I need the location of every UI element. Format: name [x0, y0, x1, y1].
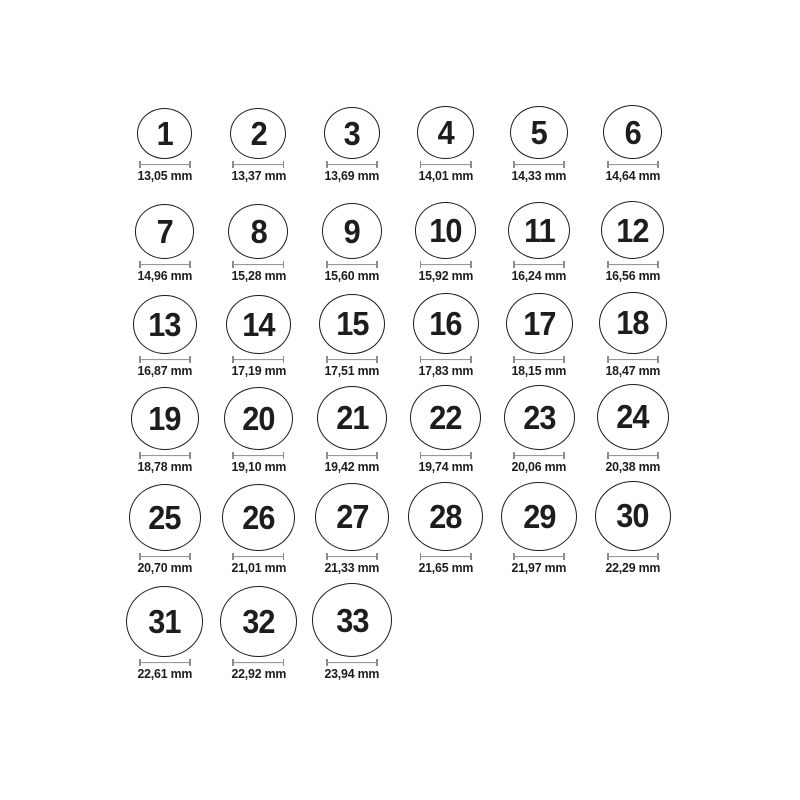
ring-size-cell — [118, 204, 212, 282]
ring-circle — [408, 482, 483, 551]
ring-number: 28 — [429, 498, 462, 536]
diameter-label: 18,15 mm — [511, 363, 567, 378]
ring-number: 5 — [531, 113, 548, 151]
diameter-label: 18,78 mm — [137, 459, 193, 474]
ring-size-cell — [399, 202, 493, 282]
ring-circle — [415, 202, 477, 259]
ring-number: 12 — [616, 211, 649, 249]
diameter-label: 17,19 mm — [230, 363, 286, 378]
diameter-label: 21,65 mm — [418, 560, 473, 575]
ring-number: 7 — [156, 213, 173, 251]
ring-size-cell — [305, 483, 399, 574]
ring-circle — [131, 387, 199, 450]
ring-number: 30 — [616, 497, 649, 535]
ring-number: 19 — [148, 400, 181, 438]
ring-size-cell — [492, 293, 586, 377]
ring-size-cell — [118, 586, 212, 680]
diameter-label: 21,97 mm — [511, 560, 567, 575]
diameter-dimension-line — [513, 356, 565, 363]
diameter-dimension-line — [139, 161, 191, 168]
ring-number: 23 — [523, 398, 556, 436]
diameter-dimension-line — [513, 261, 565, 268]
ring-size-cell — [212, 484, 306, 575]
ring-circle — [599, 292, 667, 354]
ring-number: 27 — [335, 498, 369, 536]
ring-circle — [315, 483, 389, 551]
diameter-dimension-line — [139, 261, 191, 268]
ring-size-cell — [118, 387, 212, 473]
diameter-label: 15,92 mm — [418, 268, 473, 283]
diameter-dimension-line — [326, 659, 378, 666]
diameter-label: 13,05 mm — [137, 168, 193, 183]
diameter-dimension-line — [513, 452, 565, 459]
diameter-label: 16,24 mm — [511, 268, 567, 283]
diameter-label: 17,83 mm — [418, 363, 473, 378]
diameter-dimension-line — [420, 553, 472, 560]
diameter-label: 14,01 mm — [418, 168, 473, 183]
diameter-dimension-line — [607, 452, 659, 459]
diameter-dimension-line — [232, 553, 284, 560]
ring-number: 29 — [523, 497, 556, 535]
ring-circle — [222, 484, 295, 552]
ring-number: 16 — [429, 305, 462, 343]
diameter-dimension-line — [326, 161, 378, 168]
ring-circle — [595, 481, 671, 551]
ring-size-cell — [212, 295, 306, 377]
ring-size-cell — [212, 204, 306, 282]
ring-number: 10 — [429, 212, 462, 250]
ring-circle — [510, 106, 568, 159]
diameter-label: 22,29 mm — [605, 560, 661, 575]
ring-row — [118, 0, 684, 182]
ring-number: 11 — [523, 211, 555, 249]
ring-size-cell — [212, 108, 306, 182]
diameter-dimension-line — [607, 261, 659, 268]
ring-number: 2 — [250, 114, 267, 152]
ring-size-cell — [492, 385, 586, 473]
ring-number: 31 — [148, 603, 181, 641]
diameter-dimension-line — [232, 261, 284, 268]
diameter-label: 20,70 mm — [137, 560, 193, 575]
ring-size-cell — [305, 203, 399, 282]
ring-number: 8 — [250, 212, 267, 250]
ring-size-cell — [399, 482, 493, 574]
diameter-dimension-line — [607, 161, 659, 168]
ring-number: 9 — [343, 212, 361, 250]
diameter-dimension-line — [513, 161, 565, 168]
ring-circle — [129, 484, 202, 551]
ring-size-cell — [305, 583, 399, 680]
ring-circle — [504, 385, 575, 450]
diameter-dimension-line — [326, 356, 378, 363]
ring-number: 6 — [624, 113, 641, 151]
diameter-dimension-line — [513, 553, 565, 560]
ring-size-cell — [305, 107, 399, 182]
ring-circle — [137, 108, 192, 159]
ring-number: 17 — [523, 304, 556, 342]
ring-size-cell — [399, 385, 493, 473]
ring-number: 24 — [616, 398, 649, 436]
ring-number: 15 — [335, 305, 369, 343]
diameter-dimension-line — [232, 659, 284, 666]
ring-number: 1 — [156, 115, 173, 153]
ring-size-cell — [586, 384, 680, 473]
ring-circle — [413, 293, 479, 354]
ring-circle — [410, 385, 480, 450]
ring-row — [118, 574, 684, 680]
ring-circle — [501, 482, 577, 552]
ring-number: 21 — [335, 399, 369, 437]
ring-size-chart — [118, 0, 684, 680]
diameter-label: 16,87 mm — [137, 363, 193, 378]
ring-circle — [603, 105, 662, 159]
ring-size-cell — [399, 106, 493, 182]
ring-circle — [126, 586, 203, 657]
ring-circle — [417, 106, 474, 159]
ring-number: 32 — [242, 602, 275, 640]
ring-circle — [230, 108, 286, 159]
diameter-label: 18,47 mm — [605, 363, 661, 378]
ring-circle — [317, 386, 387, 450]
ring-number: 26 — [242, 498, 275, 536]
diameter-dimension-line — [420, 356, 472, 363]
diameter-dimension-line — [139, 356, 191, 363]
diameter-dimension-line — [326, 452, 378, 459]
ring-number: 33 — [335, 601, 369, 639]
ring-circle — [324, 107, 381, 159]
diameter-label: 13,69 mm — [324, 168, 380, 183]
ring-circle — [135, 204, 194, 259]
ring-circle — [220, 586, 298, 658]
diameter-label: 17,51 mm — [324, 363, 380, 378]
ring-row — [118, 473, 684, 574]
ring-size-cell — [586, 292, 680, 377]
diameter-label: 15,28 mm — [230, 268, 286, 283]
ring-number: 25 — [148, 499, 181, 537]
ring-circle — [224, 387, 293, 450]
diameter-label: 14,33 mm — [511, 168, 567, 183]
ring-circle — [319, 294, 384, 354]
diameter-label: 19,10 mm — [230, 459, 286, 474]
ring-size-cell — [492, 482, 586, 575]
ring-size-cell — [492, 202, 586, 282]
diameter-label: 20,06 mm — [511, 459, 567, 474]
ring-circle — [508, 202, 570, 259]
diameter-dimension-line — [420, 161, 472, 168]
diameter-dimension-line — [607, 356, 659, 363]
diameter-dimension-line — [232, 452, 284, 459]
ring-number: 4 — [437, 114, 454, 152]
ring-size-cell — [212, 387, 306, 473]
ring-number: 22 — [429, 399, 462, 437]
diameter-dimension-line — [232, 161, 284, 168]
ring-circle — [226, 295, 291, 354]
ring-circle — [597, 384, 669, 450]
ring-circle — [133, 295, 197, 354]
ring-circle — [228, 204, 288, 259]
diameter-dimension-line — [420, 261, 472, 268]
ring-circle — [506, 293, 573, 354]
ring-size-cell — [586, 105, 680, 182]
diameter-label: 19,74 mm — [418, 459, 473, 474]
ring-row — [118, 182, 684, 282]
diameter-label: 19,42 mm — [324, 459, 380, 474]
ring-size-cell — [118, 484, 212, 574]
ring-circle — [601, 201, 664, 259]
ring-number: 13 — [148, 306, 181, 344]
diameter-label: 22,92 mm — [230, 666, 286, 681]
diameter-label: 23,94 mm — [324, 666, 380, 681]
ring-size-cell — [586, 201, 680, 282]
diameter-label: 21,01 mm — [230, 560, 286, 575]
ring-size-cell — [212, 586, 306, 681]
ring-number: 18 — [616, 304, 649, 342]
diameter-dimension-line — [607, 553, 659, 560]
ring-size-cell — [399, 293, 493, 377]
ring-circle — [312, 583, 392, 657]
ring-size-cell — [118, 108, 212, 182]
diameter-dimension-line — [326, 553, 378, 560]
diameter-label: 15,60 mm — [324, 268, 380, 283]
diameter-label: 13,37 mm — [230, 168, 286, 183]
diameter-dimension-line — [139, 553, 191, 560]
diameter-label: 16,56 mm — [605, 268, 661, 283]
ring-row — [118, 377, 684, 473]
ring-size-cell — [118, 295, 212, 377]
ring-number: 3 — [343, 114, 361, 152]
ring-number: 20 — [242, 399, 275, 437]
ring-row — [118, 282, 684, 377]
diameter-dimension-line — [139, 659, 191, 666]
diameter-label: 21,33 mm — [324, 560, 380, 575]
diameter-label: 20,38 mm — [605, 459, 661, 474]
diameter-dimension-line — [326, 261, 378, 268]
diameter-label: 14,64 mm — [605, 168, 661, 183]
diameter-dimension-line — [232, 356, 284, 363]
diameter-label: 14,96 mm — [137, 268, 193, 283]
diameter-label: 22,61 mm — [137, 666, 193, 681]
ring-number: 14 — [242, 305, 275, 343]
ring-size-cell — [492, 106, 586, 182]
ring-size-cell — [305, 294, 399, 377]
ring-circle — [322, 203, 383, 259]
diameter-dimension-line — [420, 452, 472, 459]
ring-size-cell — [586, 481, 680, 574]
ring-size-cell — [305, 386, 399, 473]
diameter-dimension-line — [139, 452, 191, 459]
